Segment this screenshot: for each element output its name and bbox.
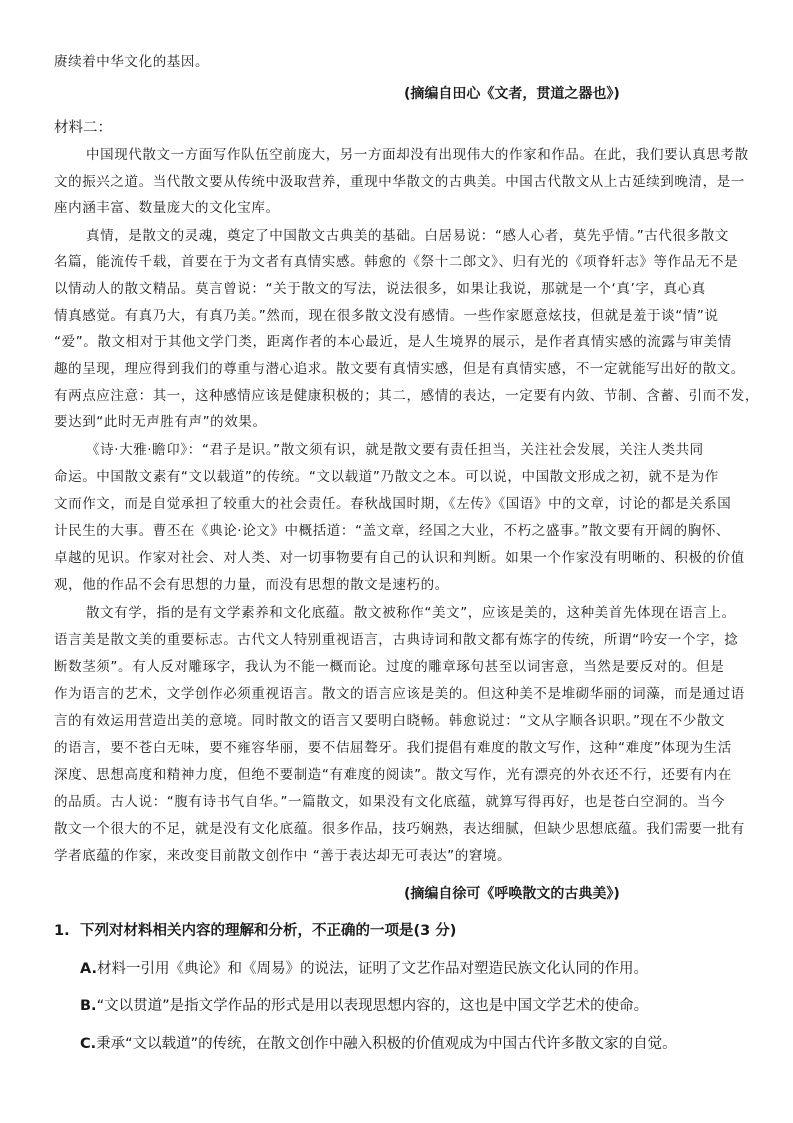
text-line: 学者底蕴的作家，来改变目前散文创作中 “善于表达却无可表达”的窘境。 — [54, 848, 512, 864]
text-line: 作为语言的艺术，文学创作必须重视语言。散文的语言应该是美的。但这种美不是堆砌华丽的词藻，而是通过语 — [54, 686, 745, 702]
question-number: 1. — [54, 923, 70, 939]
text-line: 文的振兴之道。当代散文要从传统中汲取营养，重现中华散文的古典美。中国古代散文从上古延续到晚清，是一 — [54, 174, 745, 190]
option-text: 秉承“文以载道”的传统，在散文创作中融入积极的价值观成为中国古代许多散文家的自觉。 — [96, 1036, 677, 1052]
text-line: 《诗·大雅·瞻卬》：“君子是识。”散文须有识，就是散文要有责任担当，关注社会发展，关注人类共同 — [86, 442, 704, 458]
text-line: 的品质。古人说：“腹有诗书气自华。”一篇散文，如果没有文化底蕴，就算写得再好，也是苍白空洞的。当今 — [54, 794, 726, 810]
source-citation-2: (摘编自徐可《呼唤散文的古典美》) — [404, 886, 620, 902]
text-line: “爱”。散文相对于其他文学门类，距离作者的本心最近，是人生境界的展示，是作者真情实感的流露与审美情 — [54, 334, 732, 350]
question-text: 下列对材料相关内容的理解和分析，不正确的一项是(3 分) — [80, 923, 457, 939]
text-line: 言的有效运用营造出美的意境。同时散文的语言又要明白晓畅。韩愈说过：“文从字顺各识职。”现在不少散文 — [54, 713, 726, 729]
option-b[interactable] — [80, 995, 648, 1017]
text-line: 的语言，要不苍白无味，要不雍容华丽，要不佶屈聱牙。我们提倡有难度的散文写作，这种“难度”体现为生活 — [54, 740, 732, 756]
text-line: 观，他的作品不会有思想的力量，而没有思想的散文是速朽的。 — [54, 577, 449, 593]
text-line: 赓续着中华文化的基因。 — [54, 54, 210, 70]
option-c[interactable] — [80, 1033, 677, 1055]
text-line: 文而作文，而是自觉承担了较重大的社会责任。春秋战国时期，《左传》《国语》中的文章，讨论的都是关系国 — [54, 496, 732, 512]
text-line: 计民生的大事。曹丕在《典论·论文》中概括道：“盖文章，经国之大业，不朽之盛事。”散文要有开阔的胸怀、 — [54, 523, 731, 539]
text-line: 有两点应注意：其一，这种感情应该是健康积极的；其二，感情的表达，一定要有内敛、节制、含蓄、引而不发， — [54, 388, 759, 404]
text-line: 深度、思想高度和精神力度，但绝不要制造“有难度的阅读”。散文写作，光有漂亮的外衣还不行，还要有内在 — [54, 767, 732, 783]
text-line: 命运。中国散文素有“文以载道”的传统。“文以载道”乃散文之本。可以说，中国散文形成之初，就不是为作 — [54, 469, 719, 485]
option-text: “文以贯道”是指文学作品的形式是用以表现思想内容的，这也是中国文学艺术的使命。 — [96, 998, 649, 1014]
text-line: 以情动人的散文精品。莫言曾说：“关于散文的写法，说法很多，如果让我说，那就是一个‘真’字，真心真 — [54, 281, 706, 297]
text-line: 断数茎须”。有人反对雕琢字，我认为不能一概而论。过度的雕章琢句甚至以词害意，当然是要反对的。但是 — [54, 659, 725, 675]
option-text: 材料一引用《典论》和《周易》的说法，证明了文艺作品对塑造民族文化认同的作用。 — [97, 961, 648, 977]
text-line: 名篇，能流传千载，首要在于为文者有真情实感。韩愈的《祭十二郎文》、归有光的《项脊轩志》等作品无不是 — [54, 254, 739, 270]
text-line: 卓越的见识。作家对社会、对人类、对一切事物要有自己的认识和判断。如果一个作家没有明晰的、积极的价值 — [54, 550, 745, 566]
text-line: 散文一个很大的不足，就是没有文化底蕴。很多作品，技巧娴熟，表达细腻，但缺少思想底蕴。我们需要一批有 — [54, 821, 745, 837]
option-letter: C. — [80, 1036, 97, 1052]
option-letter: B. — [80, 998, 97, 1014]
text-line: 情真感觉。有真乃大，有真乃美。”然而，现在很多散文没有感情。一些作家愿意炫技，但就是羞于谈“情”说 — [54, 308, 719, 324]
text-line: 真情，是散文的灵魂，奠定了中国散文古典美的基础。白居易说：“感人心者，莫先乎情。”古代很多散文 — [86, 228, 729, 244]
material-2-label: 材料二： — [54, 120, 112, 136]
option-letter: A. — [80, 961, 97, 977]
option-a[interactable] — [80, 958, 648, 980]
text-line: 要达到“此时无声胜有声”的效果。 — [54, 414, 267, 430]
source-citation-1: (摘编自田心《文者，贯道之器也》) — [404, 86, 620, 102]
text-line: 趣的呈现，理应得到我们的尊重与潜心追求。散文要有真情实感，但是有真情实感，不一定就能写出好的散文。 — [54, 361, 745, 377]
text-line: 散文有学，指的是有文学素养和文化底蕴。散文被称作“美文”，应该是美的，这种美首先体现在语言上。 — [86, 605, 736, 621]
text-line: 中国现代散文一方面写作队伍空前庞大，另一方面却没有出现伟大的作家和作品。在此，我们要认真思考散 — [86, 147, 749, 163]
text-line: 座内涵丰富、数量庞大的文化宝库。 — [54, 200, 280, 216]
text-line: 语言美是散文美的重要标志。古代文人特别重视语言，古典诗词和散文都有炼字的传统，所谓“吟安一个字，捻 — [54, 632, 739, 648]
